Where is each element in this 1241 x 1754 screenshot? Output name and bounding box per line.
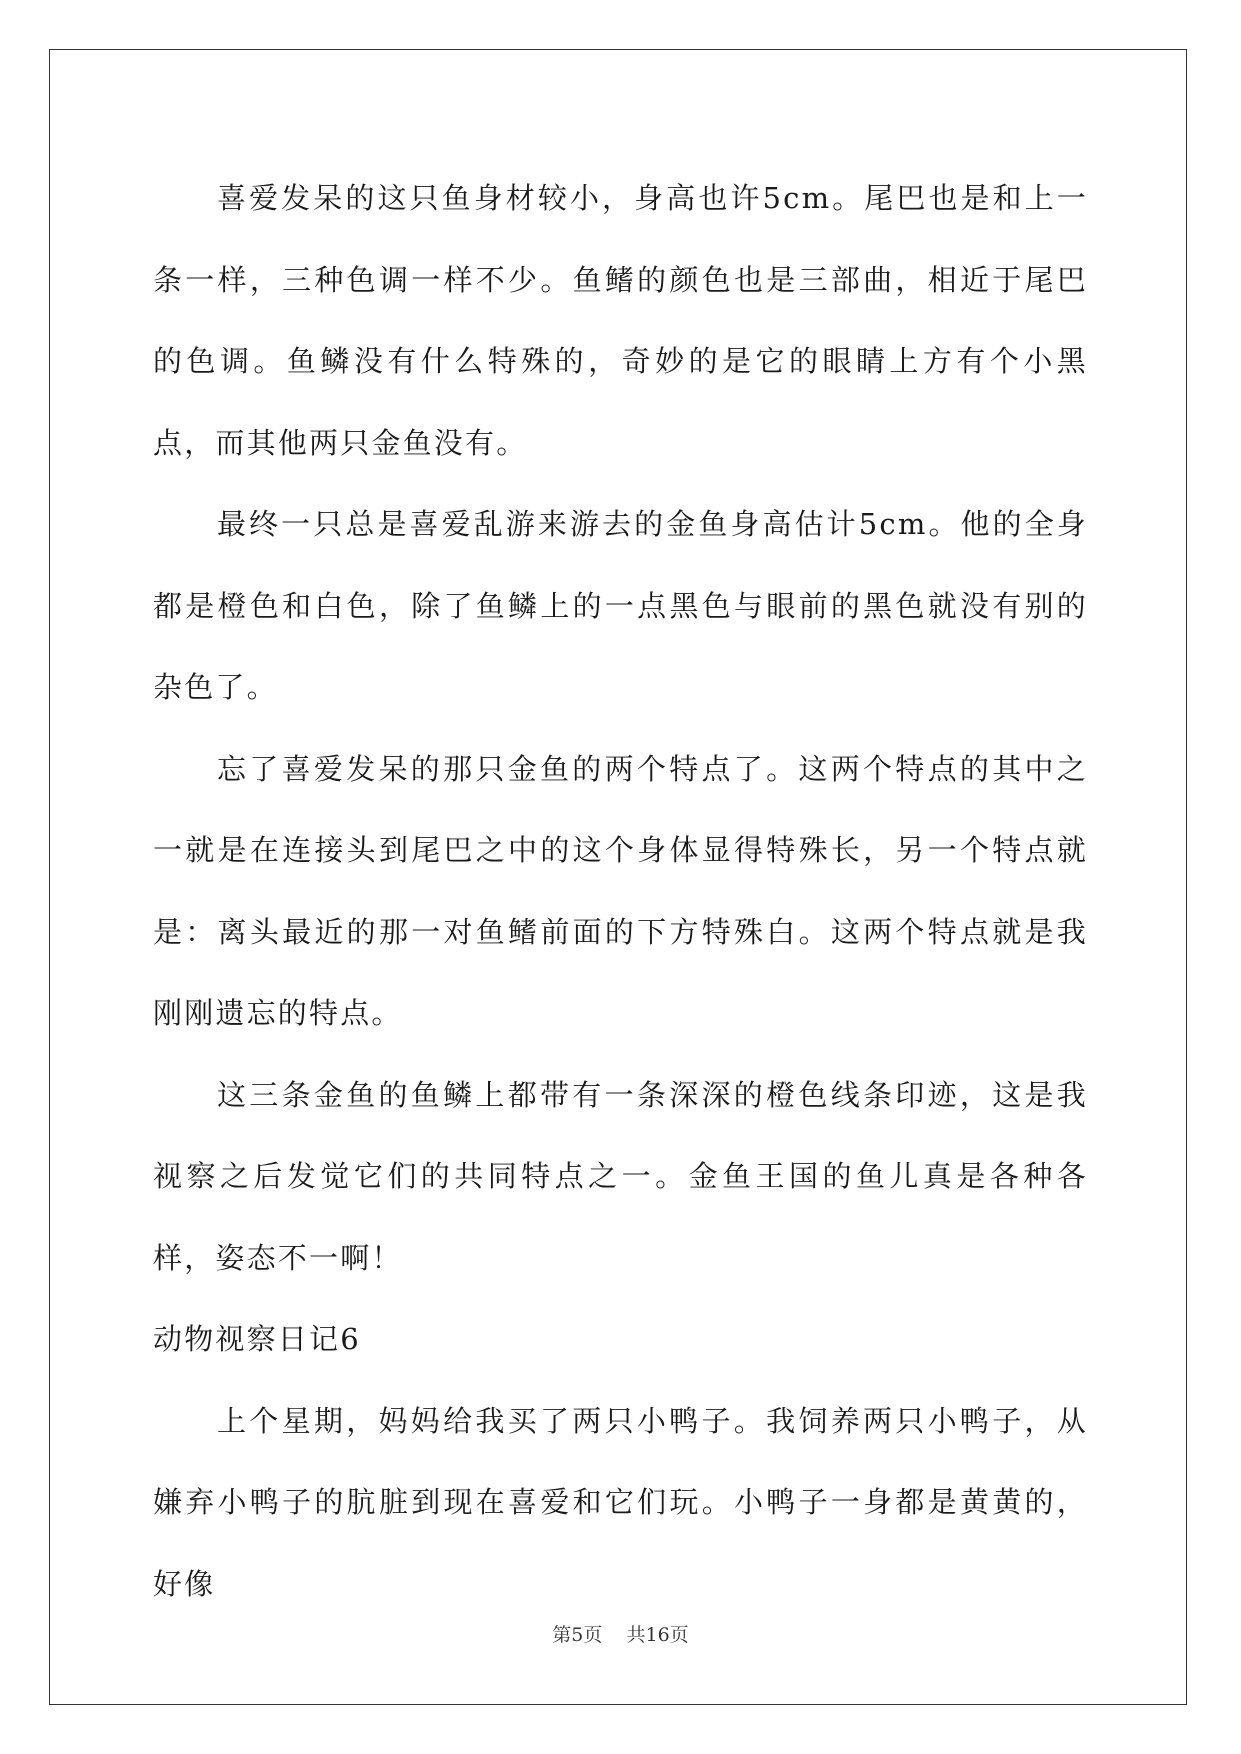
page-footer xyxy=(0,1620,1241,1647)
paragraph-small-fish: 喜爱发呆的这只鱼身材较小，身高也许5cm。尾巴也是和上一条一样，三种色调一样不少。鱼鳍的颜色也是三部曲，相近于尾巴的色调。鱼鳞没有什么特殊的，奇妙的是它的眼睛上方有个小黑点，而其他两只金鱼没有。 xyxy=(153,181,1088,460)
page-total: 共16页 xyxy=(626,1624,689,1646)
section-heading: 动物视察日记6 xyxy=(153,1322,361,1356)
paragraph-swimming-fish: 最终一只总是喜爱乱游来游去的金鱼身高估计5cm。他的全身都是橙色和白色，除了鱼鳞上的一点黑色与眼前的黑色就没有别的杂色了。 xyxy=(153,507,1088,704)
paragraph-common-feature: 这三条金鱼的鱼鳞上都带有一条深深的橙色线条印迹，这是我视察之后发觉它们的共同特点之一。金鱼王国的鱼儿真是各种各样，姿态不一啊！ xyxy=(153,1077,1088,1275)
page-number: 第5页 xyxy=(552,1624,603,1646)
paragraph-ducklings: 上个星期，妈妈给我买了两只小鸭子。我饲养两只小鸭子，从嫌弃小鸭子的肮脏到现在喜爱和它们玩。小鸭子一身都是黄黄的，好像 xyxy=(153,1403,1088,1601)
paragraph-forgotten-features: 忘了喜爱发呆的那只金鱼的两个特点了。这两个特点的其中之一就是在连接头到尾巴之中的这个身体显得特殊长，另一个特点就是：离头最近的那一对鱼鳍前面的下方特殊白。这两个特点就是我刚刚遗忘的特点。 xyxy=(153,751,1088,1030)
document-body xyxy=(153,158,1088,1625)
